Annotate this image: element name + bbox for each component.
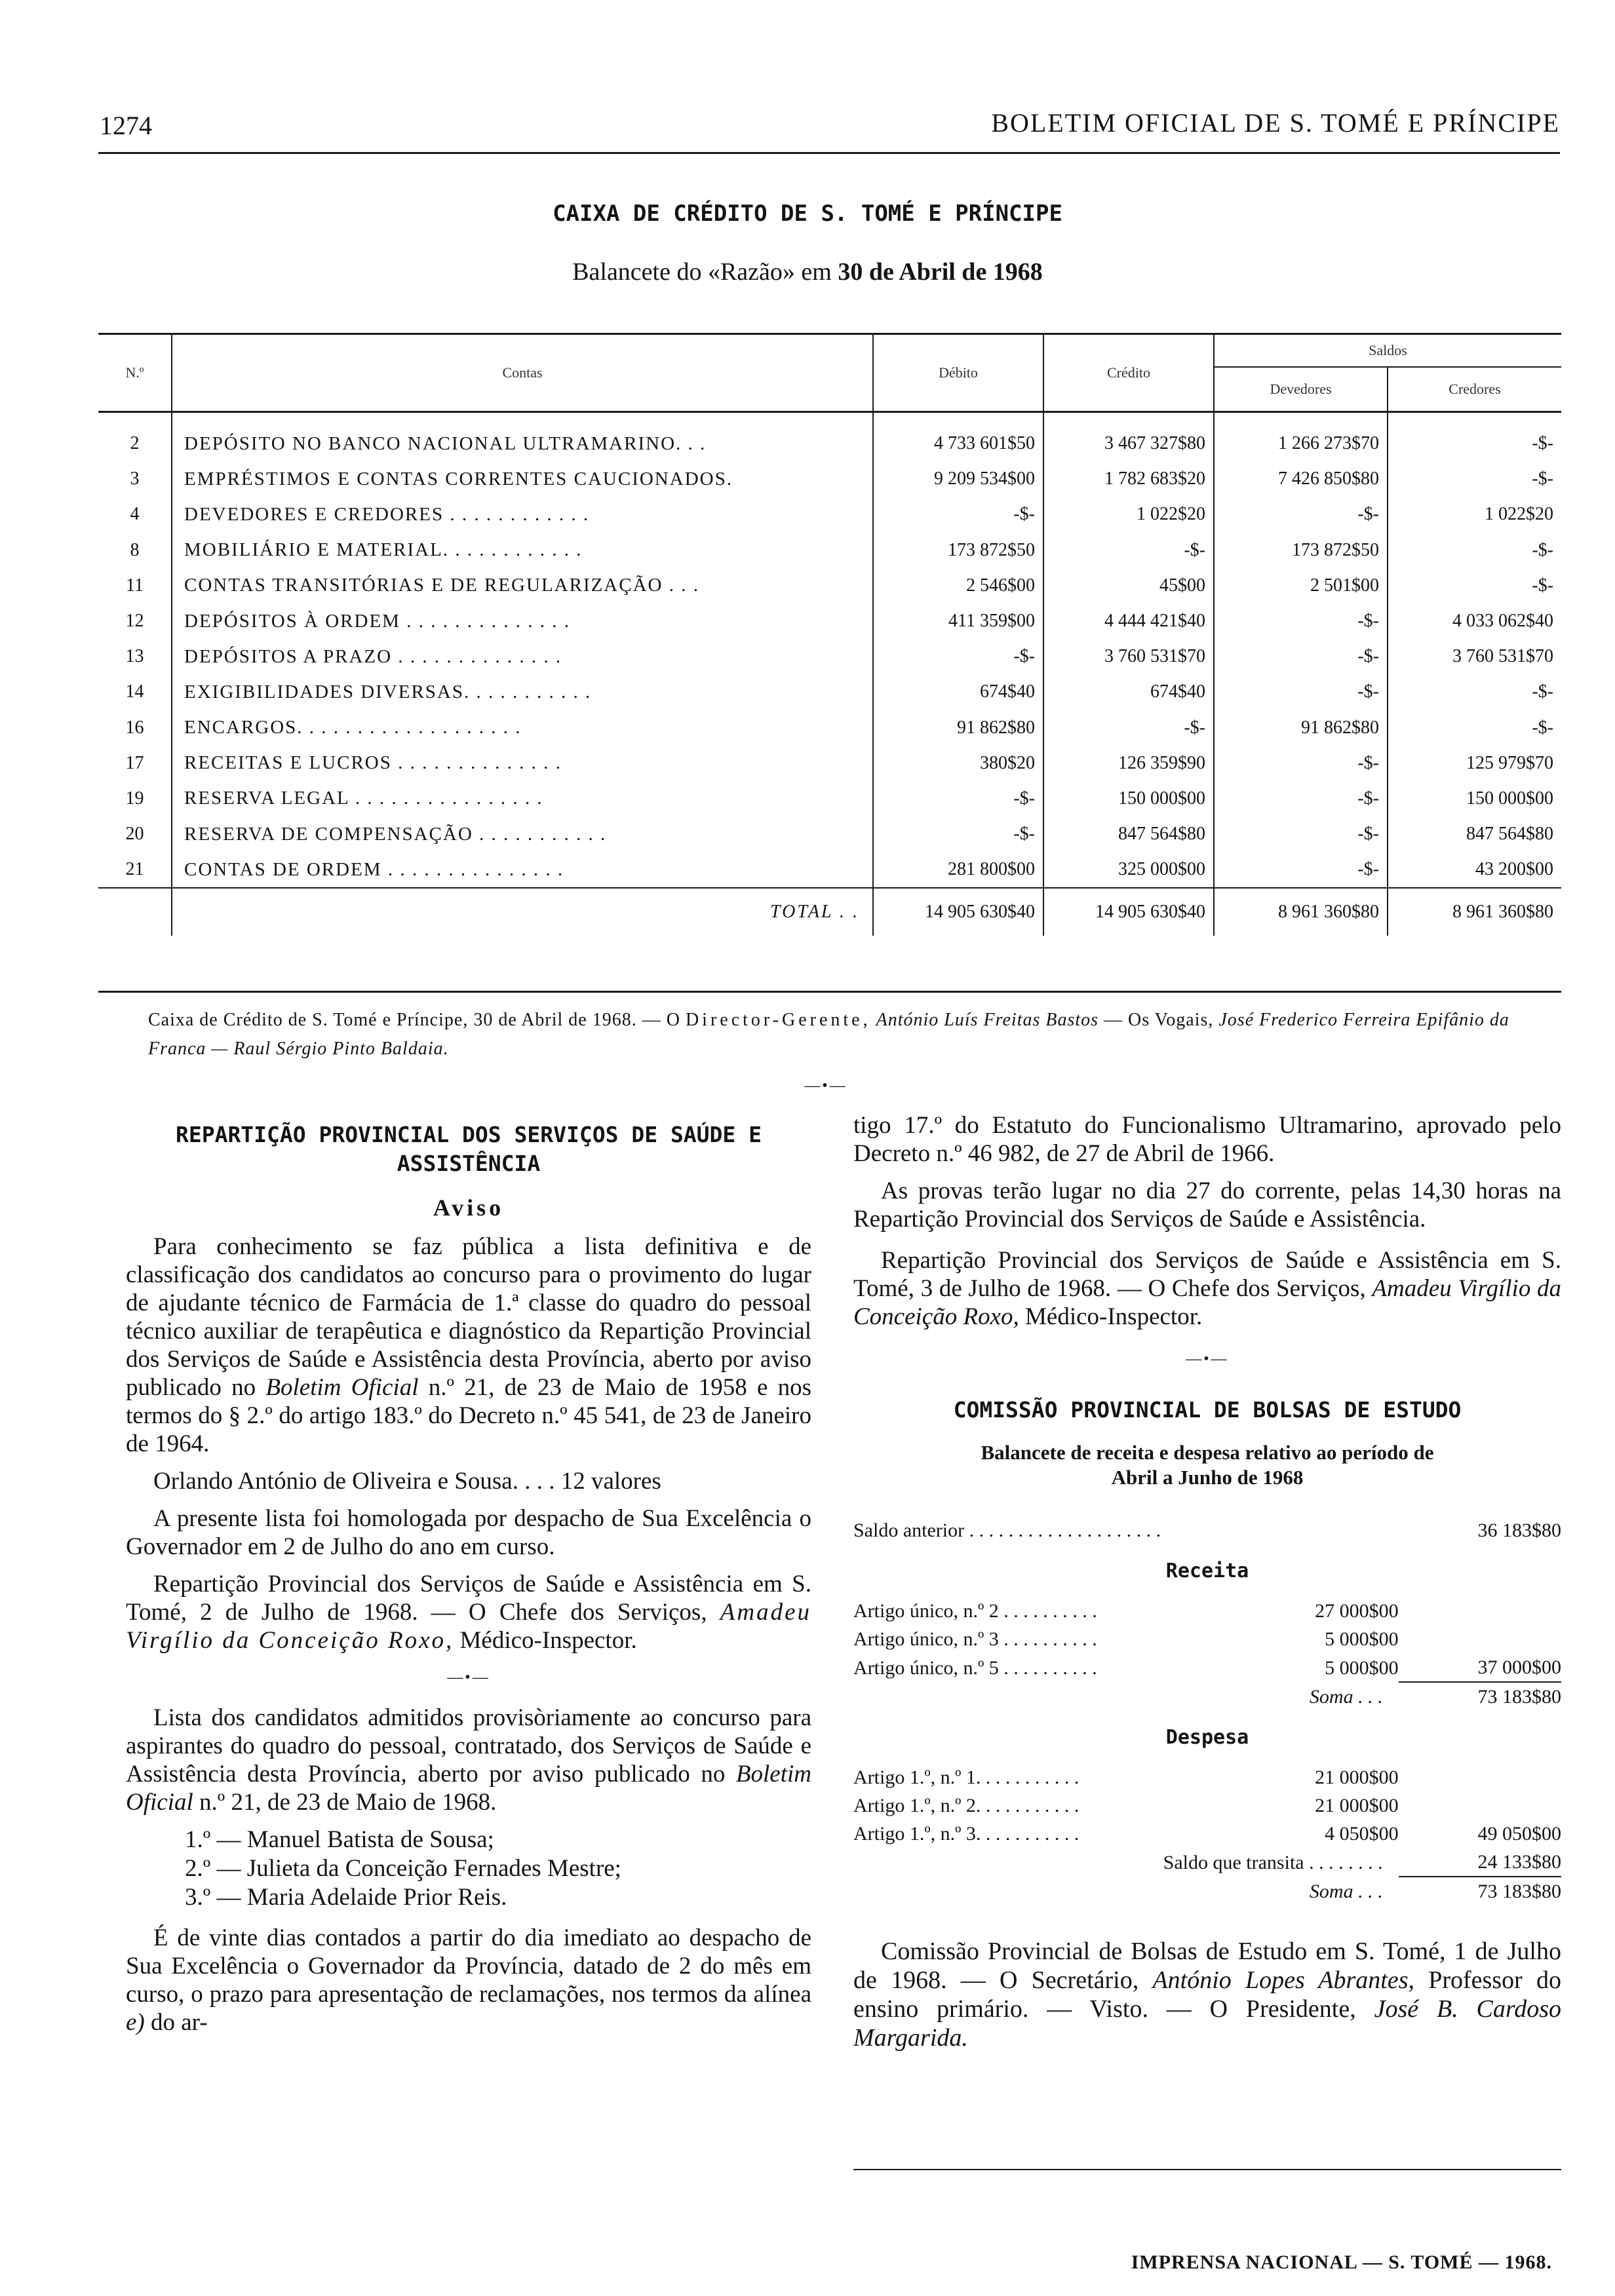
- saude-p4-bo: Boletim Oficial: [126, 1761, 812, 1816]
- row-conta: CONTAS DE ORDEM . . . . . . . . . . . . . . .: [172, 852, 873, 888]
- row-num: 13: [98, 639, 172, 674]
- row-num: 21: [98, 852, 172, 888]
- row-devedores: -$-: [1214, 816, 1388, 852]
- table-bottom-rule: [98, 991, 1561, 993]
- saude-paragraph-8: [853, 1246, 1561, 1331]
- despesa-item-total: 49 050$00: [1477, 1823, 1561, 1845]
- bolsas-subtitle: Balancete de receita e despesa relativo ao período de Abril a Junho de 1968: [981, 1441, 1434, 1489]
- row-credores: -$-: [1532, 575, 1553, 596]
- despesa-item-total: [1399, 1791, 1561, 1820]
- col-header-contas: Contas: [172, 334, 873, 412]
- row-credores: -$-: [1532, 539, 1553, 560]
- soma-label: Soma . . .: [1309, 1685, 1383, 1708]
- row-conta: CONTAS TRANSITÓRIAS E DE REGULARIZAÇÃO . . .: [172, 568, 873, 603]
- total-credito: 14 905 630$40: [1043, 888, 1214, 936]
- row-devedores: 1 266 273$70: [1214, 412, 1388, 462]
- row-devedores: -$-: [1214, 746, 1388, 781]
- separator-ornament: —•—: [804, 1077, 847, 1094]
- row-devedores: 173 872$50: [1214, 533, 1388, 568]
- row-credito: 4 444 421$40: [1043, 603, 1214, 639]
- header-rule: [98, 152, 1560, 154]
- row-num: 11: [98, 568, 172, 603]
- row-devedores: -$-: [1214, 639, 1388, 674]
- receita-heading: Receita: [1165, 1559, 1249, 1582]
- row-devedores: -$-: [1214, 781, 1388, 816]
- receita-item-total: [1399, 1597, 1561, 1625]
- table-row: [98, 781, 1561, 816]
- row-credito: 3 467 327$80: [1043, 412, 1214, 462]
- receita-item-total: [1399, 1625, 1561, 1653]
- bolsas-signature: [853, 1937, 1561, 2052]
- row-credores: 3 760 531$70: [1452, 646, 1553, 667]
- page-number: 1274: [100, 111, 152, 140]
- row-credores: 125 979$70: [1466, 752, 1553, 773]
- balancete-table: [98, 333, 1561, 936]
- row-num: 3: [98, 461, 172, 497]
- row-credito: 3 760 531$70: [1043, 639, 1214, 674]
- col-header-debito: Débito: [873, 334, 1043, 412]
- saldo-anterior-label: Saldo anterior . . . . . . . . . . . . . . . . . . . .: [853, 1520, 1161, 1541]
- table-row: [98, 746, 1561, 781]
- saude-p8-signatory: Amadeu Virgílio da Conceição Roxo,: [853, 1275, 1561, 1330]
- saude-candidate: Orlando António de Oliveira e Sousa. . . . 12 valores: [153, 1468, 661, 1495]
- balancete-subtitle: [0, 258, 1615, 286]
- row-credores: 4 033 062$40: [1452, 611, 1553, 632]
- bolsas-secretary: António Lopes Abrantes,: [1152, 1966, 1415, 1994]
- saude-paragraph-5: [126, 1924, 811, 2037]
- saldo-transita-label: Saldo que transita . . . . . . . .: [1163, 1851, 1383, 1873]
- despesa-item-value: 4 050$00: [1325, 1823, 1399, 1845]
- row-debito: -$-: [873, 781, 1043, 816]
- row-debito: 9 209 534$00: [873, 461, 1043, 497]
- row-credores: -$-: [1532, 469, 1553, 489]
- balancete-subtitle-text: Balancete do «Razão» em: [572, 258, 832, 286]
- despesa-item-value: 21 000$00: [1315, 1767, 1399, 1788]
- bolsas-footer-text-a: Comissão Provincial de Bolsas de Estudo em S. Tomé, 1 de Julho de 1968. — O Secretário,: [853, 1938, 1561, 1994]
- list-item: 3.º — Maria Adelaide Prior Reis.: [185, 1884, 507, 1911]
- row-credito: 674$40: [1043, 674, 1214, 710]
- row-credores: 1 022$20: [1485, 504, 1553, 525]
- table-row: [98, 412, 1561, 462]
- imprint: IMPRENSA NACIONAL — S. TOMÉ — 1968.: [1131, 2251, 1552, 2273]
- total-debito: 14 905 630$40: [873, 888, 1043, 936]
- row-debito: -$-: [873, 497, 1043, 532]
- candidate-list: [126, 1826, 811, 1912]
- row-credito: 45$00: [1043, 568, 1214, 603]
- table-row: [98, 461, 1561, 497]
- row-credito: -$-: [1043, 533, 1214, 568]
- row-credores: -$-: [1532, 433, 1553, 454]
- despesa-item-value: 21 000$00: [1315, 1795, 1399, 1816]
- row-credores: -$-: [1532, 681, 1553, 702]
- row-credito: 1 022$20: [1043, 497, 1214, 532]
- row-debito: -$-: [873, 816, 1043, 852]
- receita-item-value: 5 000$00: [1325, 1628, 1399, 1650]
- row-debito: 281 800$00: [873, 852, 1043, 888]
- total-devedores: 8 961 360$80: [1214, 888, 1388, 936]
- table-row: [98, 674, 1561, 710]
- row-debito: 411 359$00: [873, 603, 1043, 639]
- total-credores: 8 961 360$80: [1388, 888, 1561, 936]
- saude-paragraph-6: tigo 17.º do Estatuto do Funcionalismo Ultramarino, aprovado pelo Decreto n.º 46 982, de 27 de Abril de 1966.: [853, 1112, 1561, 1167]
- row-credito: 150 000$00: [1043, 781, 1214, 816]
- despesa-item-label: Artigo 1.º, n.º 1. . . . . . . . . . .: [853, 1767, 1080, 1788]
- soma-label-2: Soma . . .: [1309, 1880, 1383, 1902]
- receita-item-label: Artigo único, n.º 2 . . . . . . . . . .: [853, 1600, 1097, 1622]
- footer-rule: [853, 2169, 1561, 2170]
- separator-ornament-2: —•—: [447, 1669, 490, 1686]
- row-conta: ENCARGOS. . . . . . . . . . . . . . . . . . .: [172, 710, 873, 746]
- balancete-role: Director-Gerente,: [685, 1010, 871, 1030]
- row-devedores: 91 862$80: [1214, 710, 1388, 746]
- col-header-credito: Crédito: [1043, 334, 1214, 412]
- col-header-num: N.º: [98, 334, 172, 412]
- bolsas-ledger: [853, 1516, 1561, 1905]
- row-credito: -$-: [1043, 710, 1214, 746]
- left-column: [126, 1120, 811, 2046]
- row-devedores: -$-: [1214, 674, 1388, 710]
- table-row: [98, 603, 1561, 639]
- row-debito: 4 733 601$50: [873, 412, 1043, 462]
- row-credores: 43 200$00: [1475, 859, 1553, 880]
- row-devedores: 7 426 850$80: [1214, 461, 1388, 497]
- saude-paragraph-7: As provas terão lugar no dia 27 do corrente, pelas 14,30 horas na Repartição Provincial dos Serviços de Saúde e Assistência.: [853, 1177, 1561, 1233]
- despesa-item-label: Artigo 1.º, n.º 2. . . . . . . . . . .: [853, 1795, 1080, 1816]
- saldo-transita-value: 24 133$80: [1399, 1848, 1561, 1877]
- row-conta: DEPÓSITOS A PRAZO . . . . . . . . . . . . . .: [172, 639, 873, 674]
- list-item: 1.º — Manuel Batista de Sousa;: [185, 1826, 494, 1853]
- despesa-item-total: [1399, 1763, 1561, 1791]
- saude-p1-text-b: n.º 21, de 23 de Maio de 1958 e nos termos do § 2.º do artigo 183.º do Decreto n.º 45 541, de 23 de Janeiro de 1964.: [126, 1374, 812, 1457]
- saude-p1-bo: Boletim Oficial: [265, 1374, 419, 1401]
- bolsas-footer-text-b: Professor do ensino primário. — Visto. — O Presidente,: [853, 1966, 1561, 2023]
- col-header-devedores: Devedores: [1214, 367, 1388, 412]
- despesa-heading: Despesa: [1165, 1725, 1249, 1749]
- total-num-cell: [98, 888, 172, 936]
- balancete-subtitle-date: 30 de Abril de 1968: [838, 258, 1043, 286]
- table-row: [98, 639, 1561, 674]
- row-credores: -$-: [1532, 717, 1553, 738]
- saude-p1-text-a: Para conhecimento se faz pública a lista definitiva e de classificação dos candidatos ao concurso para o provimento do lugar de ajudante técnico de Farmácia de 1.ª classe do quadro do pessoal técnico auxiliar de terapêutica e diagnóstico da Repartição Provincial dos Serviços de Saúde e Assistência desta Província, aberto por aviso publicado no: [126, 1233, 811, 1401]
- row-num: 16: [98, 710, 172, 746]
- row-num: 14: [98, 674, 172, 710]
- row-credito: 847 564$80: [1043, 816, 1214, 852]
- saude-p4-text-b: n.º 21, de 23 de Maio de 1968.: [199, 1789, 497, 1816]
- row-conta: DEPÓSITOS À ORDEM . . . . . . . . . . . . . .: [172, 603, 873, 639]
- receita-item-value: 27 000$00: [1315, 1600, 1399, 1622]
- balancete-title: CAIXA DE CRÉDITO DE S. TOMÉ E PRÍNCIPE: [553, 201, 1062, 227]
- total-label: TOTAL . .: [172, 888, 873, 936]
- row-debito: 173 872$50: [873, 533, 1043, 568]
- row-num: 19: [98, 781, 172, 816]
- saude-p5-alinea: e): [126, 2009, 145, 2036]
- balancete-vogais-label: — Os Vogais,: [1104, 1010, 1214, 1030]
- receita-item-total: 37 000$00: [1399, 1653, 1561, 1682]
- row-debito: -$-: [873, 639, 1043, 674]
- row-num: 12: [98, 603, 172, 639]
- table-row: [98, 533, 1561, 568]
- row-credito: 1 782 683$20: [1043, 461, 1214, 497]
- col-header-credores: Credores: [1388, 367, 1561, 412]
- despesa-item-label: Artigo 1.º, n.º 3. . . . . . . . . . .: [853, 1823, 1080, 1845]
- row-conta: RECEITAS E LUCROS . . . . . . . . . . . . . .: [172, 746, 873, 781]
- table-row: [98, 497, 1561, 532]
- saude-paragraph-3: [126, 1570, 811, 1655]
- balancete-place-date: Caixa de Crédito de S. Tomé e Príncipe, 30 de Abril de 1968. — O: [148, 1010, 680, 1030]
- table-row: [98, 816, 1561, 852]
- aviso-heading: Aviso: [433, 1195, 505, 1221]
- row-devedores: 2 501$00: [1214, 568, 1388, 603]
- row-credito: 126 359$90: [1043, 746, 1214, 781]
- saude-p3-signatory: Amadeu Virgílio da Conceição Roxo,: [126, 1599, 811, 1654]
- row-credores: 150 000$00: [1466, 788, 1553, 809]
- receita-item-value: 5 000$00: [1325, 1656, 1399, 1679]
- row-devedores: -$-: [1214, 852, 1388, 888]
- saude-paragraph-2: A presente lista foi homologada por despacho de Sua Excelência o Governador em 2 de Julho do ano em curso.: [126, 1505, 811, 1560]
- row-debito: 2 546$00: [873, 568, 1043, 603]
- saude-p8-text: Repartição Provincial dos Serviços de Saúde e Assistência em S. Tomé, 3 de Julho de 1968. — O Chefe dos Serviços,: [853, 1247, 1561, 1302]
- table-row: [98, 568, 1561, 603]
- row-debito: 91 862$80: [873, 710, 1043, 746]
- saude-p3-text: Repartição Provincial dos Serviços de Saúde e Assistência em S. Tomé, 2 de Julho de 1968. — O Chefe dos Serviços,: [126, 1571, 811, 1626]
- saude-p4-text-a: Lista dos candidatos admitidos provisòriamente ao concurso para aspirantes do quadro do pessoal, contratado, dos Serviços de Saúde e Assistência desta Província, aberto por aviso publicado no: [126, 1704, 811, 1788]
- balancete-signature: [148, 1006, 1564, 1063]
- row-conta: RESERVA DE COMPENSAÇÃO . . . . . . . . . . .: [172, 816, 873, 852]
- col-header-saldos: Saldos: [1214, 334, 1561, 368]
- bolsas-president: José B. Cardoso Margarida.: [853, 1995, 1562, 2052]
- saude-p5-text-b: do ar-: [151, 2009, 208, 2036]
- separator-ornament-3: —•—: [1186, 1350, 1229, 1368]
- table-row: [98, 852, 1561, 888]
- saude-p3-role: Médico-Inspector.: [459, 1627, 637, 1654]
- balancete-vogais: José Frederico Ferreira Epifânio da Franca — Raul Sérgio Pinto Baldaia.: [148, 1010, 1509, 1059]
- row-credito: 325 000$00: [1043, 852, 1214, 888]
- saude-p8-role: Médico-Inspector.: [1025, 1303, 1203, 1330]
- saldo-anterior-value: 36 183$80: [1477, 1520, 1561, 1541]
- saude-paragraph-4: [126, 1704, 811, 1816]
- row-conta: EXIGIBILIDADES DIVERSAS. . . . . . . . . . .: [172, 674, 873, 710]
- row-conta: RESERVA LEGAL . . . . . . . . . . . . . . . .: [172, 781, 873, 816]
- receita-item-label: Artigo único, n.º 3 . . . . . . . . . .: [853, 1628, 1097, 1650]
- row-conta: EMPRÉSTIMOS E CONTAS CORRENTES CAUCIONADOS.: [172, 461, 873, 497]
- saude-title: REPARTIÇÃO PROVINCIAL DOS SERVIÇOS DE SAÚDE E ASSISTÊNCIA: [175, 1122, 762, 1176]
- row-num: 2: [98, 412, 172, 462]
- running-title: BOLETIM OFICIAL DE S. TOMÉ E PRÍNCIPE: [991, 108, 1560, 138]
- row-conta: DEVEDORES E CREDORES . . . . . . . . . . . .: [172, 497, 873, 532]
- balancete-director: António Luís Freitas Bastos: [876, 1010, 1099, 1030]
- row-num: 4: [98, 497, 172, 532]
- row-devedores: -$-: [1214, 603, 1388, 639]
- row-conta: MOBILIÁRIO E MATERIAL. . . . . . . . . . . .: [172, 533, 873, 568]
- row-num: 8: [98, 533, 172, 568]
- row-credores: 847 564$80: [1466, 824, 1553, 845]
- saude-paragraph-1: [126, 1233, 811, 1458]
- list-item: 2.º — Julieta da Conceição Fernades Mestre;: [185, 1855, 621, 1882]
- bolsas-title: COMISSÃO PROVINCIAL DE BOLSAS DE ESTUDO: [953, 1397, 1462, 1423]
- row-num: 17: [98, 746, 172, 781]
- table-row: [98, 710, 1561, 746]
- row-num: 20: [98, 816, 172, 852]
- saude-p5-text-a: É de vinte dias contados a partir do dia imediato ao despacho de Sua Excelência o Governador da Província, datado de 2 do mês em curso, o prazo para apresentação de reclamações, nos termos da alínea: [126, 1924, 811, 2008]
- right-column: [853, 1111, 1561, 2061]
- row-debito: 380$20: [873, 746, 1043, 781]
- soma-value-2: 73 183$80: [1477, 1881, 1561, 1902]
- row-devedores: -$-: [1214, 497, 1388, 532]
- receita-item-label: Artigo único, n.º 5 . . . . . . . . . .: [853, 1656, 1097, 1679]
- row-conta: DEPÓSITO NO BANCO NACIONAL ULTRAMARINO. . .: [172, 412, 873, 462]
- soma-value-1: 73 183$80: [1477, 1686, 1561, 1708]
- row-debito: 674$40: [873, 674, 1043, 710]
- total-row: [98, 888, 1561, 936]
